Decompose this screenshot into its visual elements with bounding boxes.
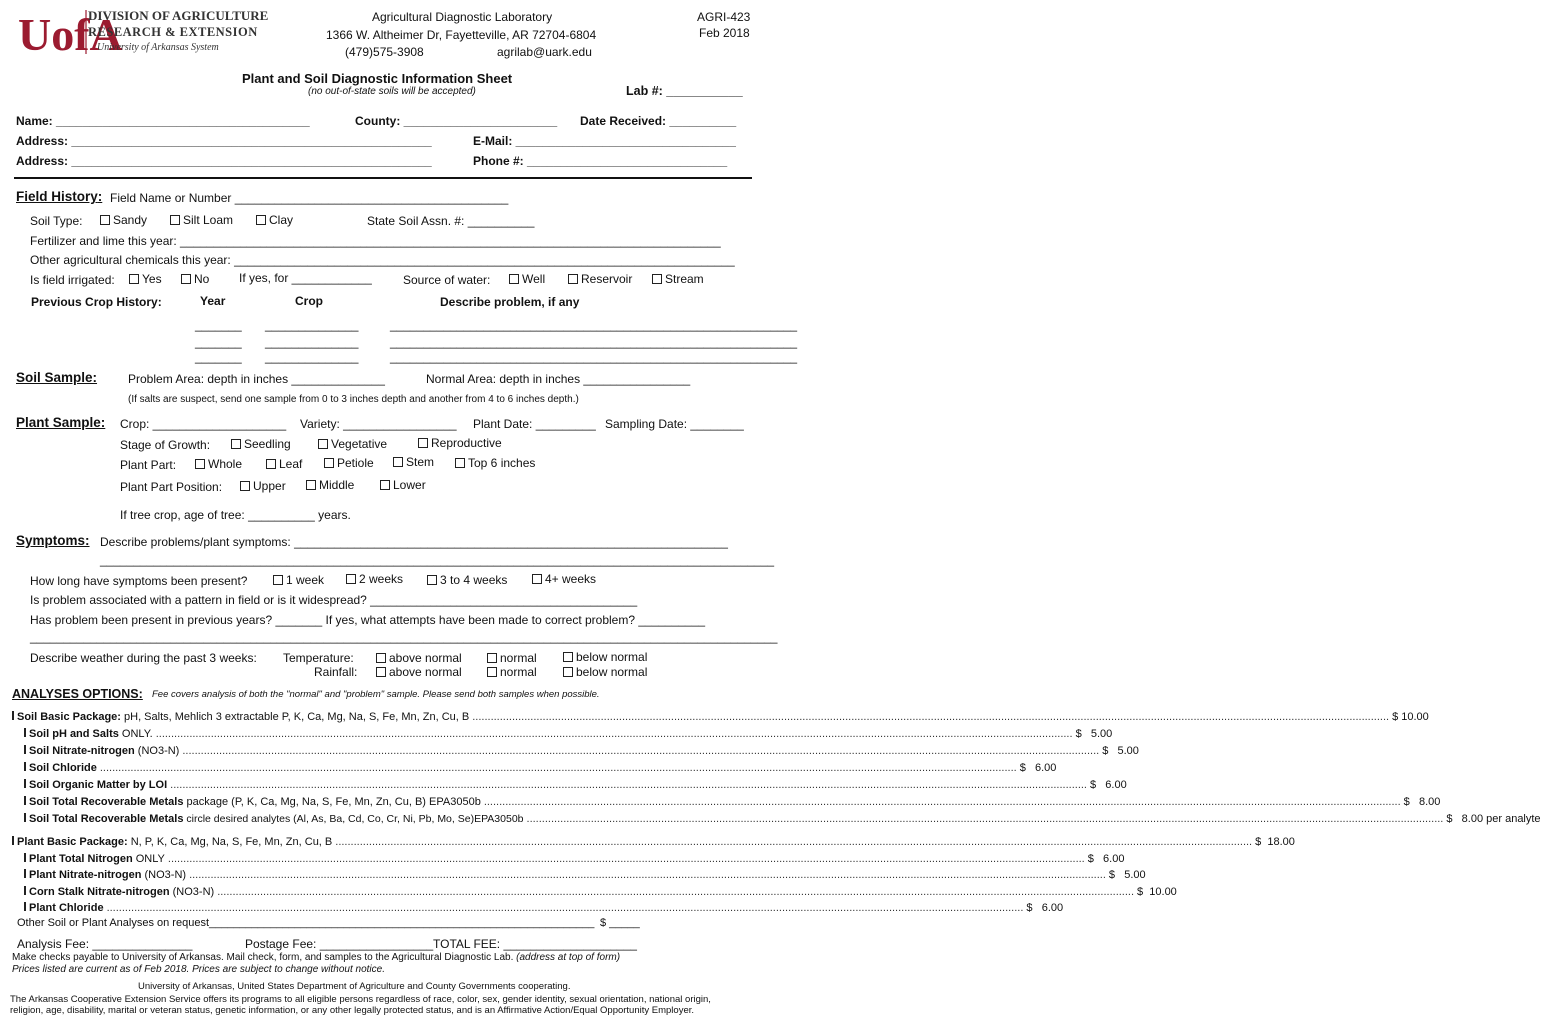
checkbox[interactable] bbox=[532, 574, 542, 584]
variety-field[interactable]: Variety: _________________ bbox=[300, 417, 457, 431]
soil-type-label: Soil Type: bbox=[30, 214, 83, 228]
duration-4-plus-weeks[interactable]: 4+ weeks bbox=[532, 572, 596, 586]
col-crop-header: Crop bbox=[295, 294, 323, 308]
checkbox[interactable] bbox=[376, 653, 386, 663]
checkbox[interactable] bbox=[24, 745, 26, 754]
how-long-label: How long have symptoms been present? bbox=[30, 574, 248, 588]
analysis-price: $ 10.00 bbox=[1392, 711, 1429, 723]
water-reservoir[interactable]: Reservoir bbox=[568, 272, 632, 286]
state-soil-field[interactable]: State Soil Assn. #: __________ bbox=[367, 214, 535, 228]
checkbox[interactable] bbox=[563, 652, 573, 662]
position-upper[interactable]: Upper bbox=[240, 479, 286, 493]
plant-part-label: Plant Part: bbox=[120, 458, 177, 472]
temp-normal[interactable]: normal bbox=[487, 651, 537, 665]
date-received-field[interactable]: Date Received: __________ bbox=[580, 114, 737, 128]
part-stem[interactable]: Stem bbox=[393, 455, 434, 469]
checkbox[interactable] bbox=[487, 667, 497, 677]
doc-date: Feb 2018 bbox=[699, 26, 750, 40]
correction-field[interactable]: ________________________________________________________________________________________________________________ bbox=[30, 630, 778, 644]
total-fee-field[interactable]: TOTAL FEE: ____________________ bbox=[433, 937, 637, 951]
checkbox[interactable] bbox=[170, 215, 180, 225]
analysis-detail: (NO3-N) bbox=[141, 869, 187, 881]
analysis-item[interactable] bbox=[24, 745, 1139, 757]
rainfall-label: Rainfall: bbox=[314, 665, 358, 679]
position-lower[interactable]: Lower bbox=[380, 478, 426, 492]
lab-address: 1366 W. Altheimer Dr, Fayetteville, AR 72704-6804 bbox=[326, 28, 597, 42]
soil-type-clay[interactable]: Clay bbox=[256, 213, 293, 227]
analysis-name: Soil Total Recoverable Metals bbox=[29, 796, 184, 808]
analysis-detail: ONLY bbox=[132, 852, 165, 865]
analysis-name: Soil Nitrate-nitrogen bbox=[29, 745, 135, 757]
analysis-price: $ 6.00 bbox=[1090, 779, 1127, 791]
position-middle[interactable]: Middle bbox=[306, 478, 354, 492]
analysis-price: $ 5.00 bbox=[1075, 728, 1113, 740]
checkbox[interactable] bbox=[266, 459, 276, 469]
analysis-item[interactable] bbox=[24, 728, 1113, 740]
sampling-date-field[interactable]: Sampling Date: ________ bbox=[605, 417, 744, 431]
postage-fee-field[interactable]: Postage Fee: _________________ bbox=[245, 937, 434, 951]
leader-dots: ............................................................................................................................................................................................................................................................................................................ bbox=[526, 813, 1444, 825]
analyses-heading: ANALYSES OPTIONS: bbox=[12, 687, 143, 701]
normal-area-field[interactable]: Normal Area: depth in inches ________________ bbox=[426, 372, 691, 386]
checkbox[interactable] bbox=[100, 215, 110, 225]
analysis-price: $ 6.00 bbox=[1019, 762, 1057, 774]
coop-statement: University of Arkansas, United States Department of Agriculture and County Governments cooperating. bbox=[138, 981, 571, 992]
analysis-name: Soil Total Recoverable Metals bbox=[29, 813, 184, 825]
checkbox[interactable] bbox=[24, 762, 26, 771]
email-field[interactable]: E-Mail: _________________________________ bbox=[473, 134, 736, 148]
checkbox[interactable] bbox=[24, 886, 26, 895]
analysis-name: Soil Organic Matter by LOI bbox=[29, 779, 168, 791]
temperature-label: Temperature: bbox=[283, 651, 354, 665]
analysis-detail: (NO3-N) bbox=[134, 745, 180, 757]
analysis-name: Soil Basic Package: bbox=[17, 711, 121, 723]
symptoms-describe-field[interactable]: Describe problems/plant symptoms: _________________________________________________________________ bbox=[100, 535, 728, 549]
duration-3-4-weeks[interactable]: 3 to 4 weeks bbox=[427, 573, 507, 587]
leader-dots: ............................................................................................................................................................................................................................................................................................................ bbox=[182, 745, 1100, 757]
duration-2-weeks[interactable]: 2 weeks bbox=[346, 572, 403, 586]
phone-field[interactable]: Phone #: ______________________________ bbox=[473, 154, 728, 168]
analysis-price: $ 18.00 bbox=[1255, 836, 1295, 848]
stage-vegetative[interactable]: Vegetative bbox=[318, 437, 387, 451]
analysis-price: $ 8.00 bbox=[1403, 796, 1441, 808]
address1-field[interactable]: Address: ______________________________________________________ bbox=[16, 134, 432, 148]
analysis-detail: N, P, K, Ca, Mg, Na, S, Fe, Mn, Zn, Cu, B bbox=[127, 836, 333, 848]
checkbox[interactable] bbox=[346, 574, 356, 584]
rain-below[interactable]: below normal bbox=[563, 665, 647, 679]
leader-dots: ............................................................................................................................................................................................................................................................................................................ bbox=[335, 836, 1253, 848]
checkbox[interactable] bbox=[273, 575, 283, 585]
stage-label: Stage of Growth: bbox=[120, 438, 211, 452]
temp-below[interactable]: below normal bbox=[563, 650, 647, 664]
analyses-note: Fee covers analysis of both the "normal" and "problem" sample. Please send both samples when possible. bbox=[152, 689, 600, 700]
checkbox[interactable] bbox=[24, 728, 26, 737]
irrigated-if-yes-field[interactable]: If yes, for ____________ bbox=[239, 271, 372, 285]
symptoms-heading: Symptoms: bbox=[16, 533, 90, 548]
page-title: Plant and Soil Diagnostic Information Sheet bbox=[242, 71, 513, 86]
temp-above[interactable]: above normal bbox=[376, 651, 462, 665]
part-leaf[interactable]: Leaf bbox=[266, 457, 302, 471]
prev-problem-field[interactable]: _____________________________________________________________ bbox=[390, 318, 798, 332]
doc-code: AGRI-423 bbox=[697, 10, 751, 24]
checkbox[interactable] bbox=[24, 779, 26, 788]
rain-above[interactable]: above normal bbox=[376, 665, 462, 679]
checkbox[interactable] bbox=[24, 853, 26, 862]
analysis-name: Plant Basic Package: bbox=[17, 836, 128, 848]
divider bbox=[14, 177, 752, 179]
leader-dots: ............................................................................................................................................................................................................................................................................................................ bbox=[99, 762, 1017, 774]
analysis-price: $ 5.00 bbox=[1108, 869, 1146, 881]
fertilizer-field[interactable]: Fertilizer and lime this year: _________________________________________________________________________________ bbox=[30, 234, 721, 248]
irrigated-no[interactable]: No bbox=[181, 272, 209, 286]
crop-field[interactable]: Crop: ____________________ bbox=[120, 417, 287, 431]
prev-year-field[interactable]: _______ bbox=[195, 318, 242, 332]
checkbox[interactable] bbox=[12, 711, 14, 720]
analysis-name: Plant Chloride bbox=[29, 902, 104, 914]
checkbox[interactable] bbox=[24, 902, 26, 911]
plant-position-label: Plant Part Position: bbox=[120, 480, 223, 494]
checkbox[interactable] bbox=[24, 869, 26, 878]
rain-normal[interactable]: normal bbox=[487, 665, 537, 679]
lab-phone: (479)575-3908 bbox=[345, 45, 424, 59]
symptoms-describe-field-2[interactable]: _____________________________________________________________________________________________________ bbox=[100, 553, 775, 567]
lab-email: agrilab@uark.edu bbox=[497, 45, 592, 59]
lab-number-field[interactable]: Lab #: ___________ bbox=[626, 84, 743, 98]
logo-line2: RESEARCH & EXTENSION bbox=[88, 25, 258, 39]
part-petiole[interactable]: Petiole bbox=[324, 456, 374, 470]
field-name-field[interactable]: Field Name or Number _________________________________________ bbox=[110, 191, 509, 205]
leader-dots: ............................................................................................................................................................................................................................................................................................................ bbox=[189, 869, 1106, 881]
other-analyses-price[interactable]: $ _____ bbox=[600, 917, 640, 929]
svg-text:UofA: UofA bbox=[18, 9, 123, 60]
prev-crop-field[interactable]: ______________ bbox=[265, 350, 359, 364]
checkbox[interactable] bbox=[652, 274, 662, 284]
checkbox[interactable] bbox=[393, 457, 403, 467]
plant-sample-heading: Plant Sample: bbox=[16, 415, 106, 430]
weather-label: Describe weather during the past 3 weeks: bbox=[30, 651, 257, 665]
leader-dots: ............................................................................................................................................................................................................................................................................................................ bbox=[170, 779, 1087, 791]
checkbox[interactable] bbox=[568, 274, 578, 284]
logo-line3: University of Arkansas System bbox=[97, 42, 219, 53]
col-year-header: Year bbox=[200, 294, 226, 308]
prev-problem-field[interactable]: _____________________________________________________________ bbox=[390, 350, 798, 364]
analysis-detail: (NO3-N) bbox=[169, 885, 215, 898]
checkbox[interactable] bbox=[24, 796, 26, 805]
analysis-price: $ 5.00 bbox=[1102, 745, 1139, 757]
checkbox[interactable] bbox=[195, 459, 205, 469]
leader-dots: ............................................................................................................................................................................................................................................................................................................ bbox=[167, 852, 1085, 865]
page-subtitle: (no out-of-state soils will be accepted) bbox=[308, 86, 476, 97]
checkbox[interactable] bbox=[376, 667, 386, 677]
prev-crop-label: Previous Crop History: bbox=[31, 295, 162, 309]
checkbox[interactable] bbox=[563, 667, 573, 677]
checkbox[interactable] bbox=[12, 836, 14, 845]
eeo-statement-2: religion, age, disability, marital or veteran status, genetic information, or any other legally protected status, and is an Affirmative Action/Equal Opportunity Employer. bbox=[10, 1005, 695, 1016]
leader-dots: ............................................................................................................................................................................................................................................................................................................ bbox=[217, 885, 1135, 898]
analysis-detail: circle desired analytes (Al, As, Ba, Cd, Co, Cr, Ni, Pb, Mo, Se)EPA3050b bbox=[183, 813, 524, 825]
address2-field[interactable]: Address: ______________________________________________________ bbox=[16, 154, 432, 168]
tree-age-field[interactable]: If tree crop, age of tree: __________ years. bbox=[120, 508, 351, 522]
analysis-name: Soil pH and Salts bbox=[29, 728, 119, 740]
prices-note: Prices listed are current as of Feb 2018. Prices are subject to change without notice. bbox=[12, 964, 385, 975]
pattern-field[interactable]: Is problem associated with a pattern in field or is it widespread? ________________________________________ bbox=[30, 593, 638, 607]
checkbox[interactable] bbox=[324, 458, 334, 468]
checkbox[interactable] bbox=[455, 458, 465, 468]
leader-dots: ............................................................................................................................................................................................................................................................................................................ bbox=[483, 796, 1401, 808]
checkbox[interactable] bbox=[509, 274, 519, 284]
name-field[interactable]: Name: ______________________________________ bbox=[16, 114, 310, 128]
leader-dots: ............................................................................................................................................................................................................................................................................................................ bbox=[472, 711, 1390, 723]
analysis-name: Plant Total Nitrogen bbox=[29, 852, 133, 865]
other-chemicals-field[interactable]: Other agricultural chemicals this year: ___________________________________________________________________________ bbox=[30, 253, 735, 267]
previous-years-field[interactable]: Has problem been present in previous years? _______ If yes, what attempts have been made to correct problem? __________ bbox=[30, 613, 706, 627]
soil-sample-note: (If salts are suspect, send one sample from 0 to 3 inches depth and another from 4 to 6 inches depth.) bbox=[128, 394, 579, 405]
soil-type-sandy[interactable]: Sandy bbox=[100, 213, 147, 227]
irrigated-yes[interactable]: Yes bbox=[129, 272, 162, 286]
prev-year-field[interactable]: _______ bbox=[195, 335, 242, 349]
checkbox[interactable] bbox=[427, 575, 437, 585]
analysis-price: $ 8.00 per analyte bbox=[1446, 813, 1541, 825]
problem-area-field[interactable]: Problem Area: depth in inches ______________ bbox=[128, 372, 385, 386]
checks-note: Make checks payable to University of Arkansas. Mail check, form, and samples to the Agricultural Diagnostic Lab. (address at top of form) bbox=[12, 952, 621, 963]
checkbox[interactable] bbox=[318, 439, 328, 449]
checkbox[interactable] bbox=[240, 481, 250, 491]
analysis-item[interactable] bbox=[24, 869, 1146, 881]
soil-type-silt-loam[interactable]: Silt Loam bbox=[170, 213, 233, 227]
checkbox[interactable] bbox=[306, 480, 316, 490]
checkbox[interactable] bbox=[418, 438, 428, 448]
prev-problem-field[interactable]: _____________________________________________________________ bbox=[390, 335, 798, 349]
analysis-item[interactable] bbox=[12, 836, 1295, 848]
irrigated-label: Is field irrigated: bbox=[30, 273, 115, 287]
analysis-name: Soil Chloride bbox=[29, 762, 97, 774]
soil-sample-heading: Soil Sample: bbox=[16, 370, 98, 385]
other-analyses-field[interactable]: Other Soil or Plant Analyses on request_______________________________________________________________ bbox=[17, 917, 595, 929]
analysis-name: Plant Nitrate-nitrogen bbox=[29, 869, 142, 881]
water-stream[interactable]: Stream bbox=[652, 272, 704, 286]
stage-reproductive[interactable]: Reproductive bbox=[418, 436, 502, 450]
prev-crop-field[interactable]: ______________ bbox=[265, 335, 359, 349]
eeo-statement-1: The Arkansas Cooperative Extension Service offers its programs to all eligible persons regardless of race, color, sex, gender identity, sexual orientation, national origin, bbox=[10, 994, 711, 1005]
analysis-detail: ONLY. bbox=[118, 728, 153, 740]
checkbox[interactable] bbox=[24, 813, 26, 822]
leader-dots: ............................................................................................................................................................................................................................................................................................................ bbox=[106, 902, 1024, 914]
county-field[interactable]: County: _______________________ bbox=[355, 114, 558, 128]
checkbox[interactable] bbox=[256, 215, 266, 225]
logo-line1: DIVISION OF AGRICULTURE bbox=[88, 8, 269, 23]
water-well[interactable]: Well bbox=[509, 272, 545, 286]
leader-dots: ............................................................................................................................................................................................................................................................................................................ bbox=[155, 728, 1073, 740]
prev-year-field[interactable]: _______ bbox=[195, 350, 242, 364]
analysis-item[interactable] bbox=[24, 885, 1177, 898]
analysis-price: $ 10.00 bbox=[1137, 885, 1177, 898]
part-whole[interactable]: Whole bbox=[195, 457, 242, 471]
analysis-detail: pH, Salts, Mehlich 3 extractable P, K, Ca, Mg, Na, S, Fe, Mn, Zn, Cu, B bbox=[120, 711, 470, 723]
stage-seedling[interactable]: Seedling bbox=[231, 437, 291, 451]
part-top-6-inches[interactable]: Top 6 inches bbox=[455, 456, 535, 470]
analysis-price: $ 6.00 bbox=[1026, 902, 1064, 914]
analysis-item[interactable] bbox=[24, 796, 1441, 808]
field-history-heading: Field History: bbox=[16, 189, 103, 204]
checkbox[interactable] bbox=[487, 653, 497, 663]
checkbox[interactable] bbox=[129, 274, 139, 284]
col-problem-header: Describe problem, if any bbox=[440, 295, 580, 309]
prev-crop-field[interactable]: ______________ bbox=[265, 318, 359, 332]
checkbox[interactable] bbox=[380, 480, 390, 490]
checkbox[interactable] bbox=[181, 274, 191, 284]
analysis-item[interactable] bbox=[24, 762, 1057, 774]
analysis-fee-field[interactable]: Analysis Fee: _______________ bbox=[17, 937, 193, 951]
analysis-item[interactable] bbox=[24, 902, 1064, 914]
plant-date-field[interactable]: Plant Date: _________ bbox=[473, 417, 596, 431]
analysis-name: Corn Stalk Nitrate-nitrogen bbox=[29, 885, 170, 898]
water-source-label: Source of water: bbox=[403, 273, 491, 287]
lab-name: Agricultural Diagnostic Laboratory bbox=[372, 10, 553, 24]
analysis-item[interactable] bbox=[24, 779, 1127, 791]
analysis-item[interactable] bbox=[12, 711, 1429, 723]
analysis-detail: package (P, K, Ca, Mg, Na, S, Fe, Mn, Zn, Cu, B) EPA3050b bbox=[183, 796, 481, 808]
checkbox[interactable] bbox=[231, 439, 241, 449]
analysis-item[interactable] bbox=[24, 852, 1125, 865]
analysis-price: $ 6.00 bbox=[1087, 852, 1125, 865]
duration-1-week[interactable]: 1 week bbox=[273, 573, 324, 587]
analysis-item[interactable] bbox=[24, 813, 1541, 825]
